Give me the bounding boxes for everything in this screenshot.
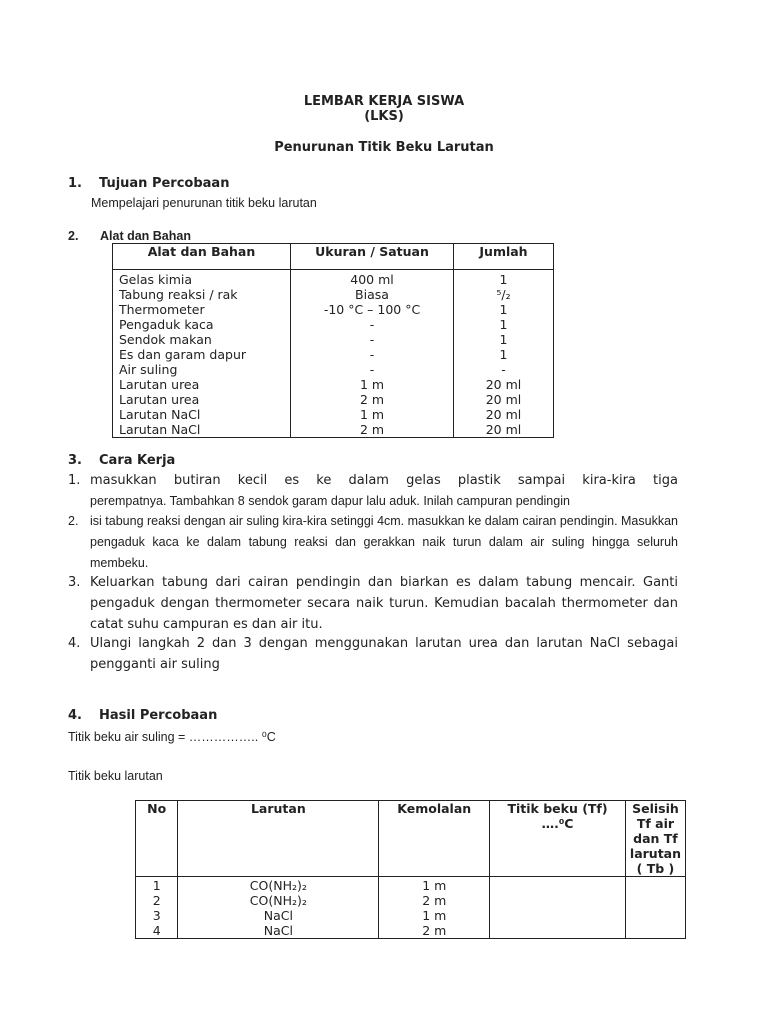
step-number: 4. xyxy=(68,636,81,651)
table-header: Ukuran / Satuan xyxy=(291,244,454,270)
table-cell: 4 xyxy=(152,923,161,938)
table-header: Titik beku (Tf) ….⁰C xyxy=(490,801,626,877)
table-cell: NaCl xyxy=(263,908,293,923)
table-header: Kemolalan xyxy=(379,801,490,877)
table-cell: 1 xyxy=(499,332,508,347)
table-cell: Gelas kimia xyxy=(119,272,193,287)
table-cell: Sendok makan xyxy=(119,332,212,347)
table-header: Larutan xyxy=(178,801,379,877)
table-cell: 2 m xyxy=(422,923,447,938)
table-cell: 1 m xyxy=(359,377,385,392)
section4-heading: Hasil Percobaan xyxy=(99,708,218,723)
procedure-step-4 xyxy=(68,633,678,675)
page-title-abbrev: (LKS) xyxy=(364,109,404,124)
table-cell: - xyxy=(369,362,375,377)
table-cell: CO(NH₂)₂ xyxy=(249,878,307,893)
page-title: LEMBAR KERJA SISWA xyxy=(303,94,465,109)
table-cell: 2 m xyxy=(359,392,385,407)
results-delta-input[interactable] xyxy=(625,877,685,939)
results-table xyxy=(135,800,686,939)
table-header: Jumlah xyxy=(454,244,554,270)
equipment-names xyxy=(113,270,291,438)
table-cell: - xyxy=(369,317,375,332)
step-number: 3. xyxy=(68,575,81,590)
table-cell: Tabung reaksi / rak xyxy=(119,287,238,302)
table-cell: Thermometer xyxy=(119,302,205,317)
table-cell: 1 xyxy=(499,317,508,332)
section4-number: 4. xyxy=(68,708,82,723)
procedure-step-2 xyxy=(68,511,678,574)
section2-number: 2. xyxy=(68,229,79,243)
table-header: Selisih Tf air dan Tf larutan ( Tb ) xyxy=(625,801,685,877)
section1-number: 1. xyxy=(68,176,82,191)
step-text: isi tabung reaksi dengan air suling kira-kira setinggi 4cm. masukkan ke dalam cairan pendingin. Masukkan pengaduk kaca ke dalam tabung reaksi dan gerakkan naik turun dalam air suling hingga seluruh membeku. xyxy=(90,514,678,570)
freezing-point-solution-label: Titik beku larutan xyxy=(68,769,163,783)
step-number: 1. xyxy=(68,473,81,488)
table-cell: 1 m xyxy=(422,878,447,893)
section1-heading: Tujuan Percobaan xyxy=(99,176,230,191)
table-cell: NaCl xyxy=(263,923,293,938)
step-text: Keluarkan tabung dari cairan pendingin dan biarkan es dalam tabung mencair. Ganti pengaduk dengan thermometer secara naik turun. Kemudian bacalah thermometer dan catat suhu campuran es dan air itu. xyxy=(90,575,678,632)
step-text-line2: perempatnya. Tambahkan 8 sendok garam dapur lalu aduk. Inilah campuran pendingin xyxy=(90,494,570,508)
table-cell: -10 °C – 100 °C xyxy=(323,302,421,317)
step-text-line1: masukkan butiran kecil es ke dalam gelas plastik sampai kira-kira tiga xyxy=(90,473,678,488)
table-cell: 20 ml xyxy=(485,422,522,437)
table-cell: 3 xyxy=(152,908,161,923)
table-cell: Pengaduk kaca xyxy=(119,317,214,332)
table-cell: 400 ml xyxy=(350,272,394,287)
page-subtitle: Penurunan Titik Beku Larutan xyxy=(274,140,494,155)
table-cell: 20 ml xyxy=(485,392,522,407)
table-cell: Larutan urea xyxy=(119,377,200,392)
table-cell: 2 xyxy=(152,893,161,908)
step-number: 2. xyxy=(68,514,79,528)
results-solution-column xyxy=(178,877,379,939)
equipment-quantities xyxy=(454,270,554,438)
table-cell: Air suling xyxy=(119,362,178,377)
results-freezing-point-input[interactable] xyxy=(490,877,626,939)
procedure-step-3 xyxy=(68,572,678,635)
freezing-point-water: Titik beku air suling = …………….. ⁰C xyxy=(68,730,276,744)
table-cell: 20 ml xyxy=(485,377,522,392)
table-cell: 2 m xyxy=(359,422,385,437)
table-cell: 2 m xyxy=(422,893,447,908)
section3-number: 3. xyxy=(68,453,82,468)
table-cell: 20 ml xyxy=(485,407,522,422)
section3-heading: Cara Kerja xyxy=(99,453,176,468)
table-cell: ⁵/₂ xyxy=(496,287,511,302)
equipment-sizes xyxy=(291,270,454,438)
table-cell: - xyxy=(369,332,375,347)
section1-text: Mempelajari penurunan titik beku larutan xyxy=(91,196,317,210)
table-cell: Larutan NaCl xyxy=(119,422,201,437)
table-cell: 1 xyxy=(499,302,508,317)
table-cell: 1 m xyxy=(422,908,447,923)
step-text: Ulangi langkah 2 dan 3 dengan menggunakan larutan urea dan larutan NaCl sebagai pengganti air suling xyxy=(90,636,678,672)
results-no-column xyxy=(136,877,178,939)
table-cell: Biasa xyxy=(355,287,389,302)
section2-heading: Alat dan Bahan xyxy=(100,229,191,243)
table-cell: CO(NH₂)₂ xyxy=(249,893,307,908)
procedure-step-1 xyxy=(68,470,678,512)
table-cell: 1 xyxy=(499,347,508,362)
table-cell: Larutan NaCl xyxy=(119,407,201,422)
table-cell: 1 m xyxy=(359,407,385,422)
table-cell: Es dan garam dapur xyxy=(119,347,247,362)
equipment-table xyxy=(112,243,554,438)
table-cell: Larutan urea xyxy=(119,392,200,407)
table-header: No xyxy=(136,801,178,877)
table-cell: - xyxy=(369,347,375,362)
table-header: Alat dan Bahan xyxy=(113,244,291,270)
table-cell: 1 xyxy=(499,272,508,287)
results-molality-column xyxy=(379,877,490,939)
table-cell: - xyxy=(501,362,506,377)
table-cell: 1 xyxy=(152,878,161,893)
